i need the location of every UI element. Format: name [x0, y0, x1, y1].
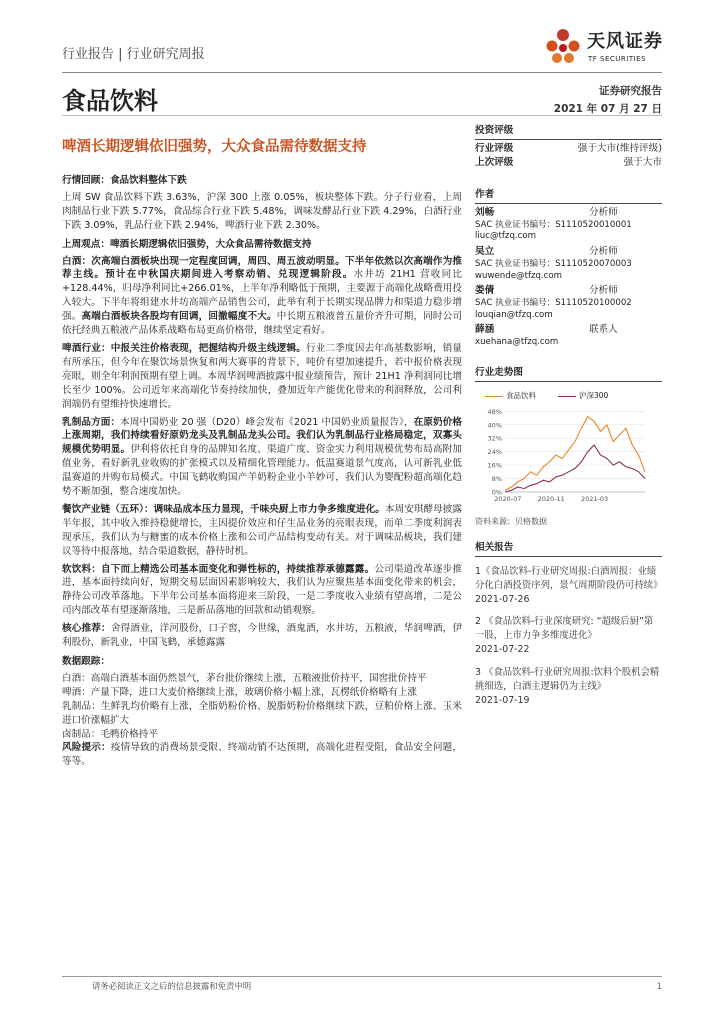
report-date: 2021 年 07 月 27 日 [553, 103, 662, 115]
data-tracking-title: 数据跟踪： [62, 656, 110, 667]
author-email[interactable]: xuehana@tfzq.com [475, 337, 559, 348]
author-card [475, 284, 662, 321]
baijiu-body: 水井坊 21H1 营收同比+128.44%，归母净利同比+266.01%，上半年净利略低于预期，主要源于高端化战略费用投入较大。下半年将组建水井坊高端产品销售公司，此举有利于长期实现品牌力和渠道力稳步增强。 [62, 269, 463, 323]
legend-label-hs300: 沪深300 [579, 391, 609, 400]
catering-lead: 餐饮产业链（五环）：调味品成本压力显现，千味央厨上市力争多维度进化。 [62, 503, 385, 515]
x-tick-label: 2020-07 [494, 495, 522, 503]
author-cert: SAC 执业证书编号：S1110520070003 [475, 258, 632, 269]
author-card [475, 245, 662, 282]
core-recommend-paragraph [62, 622, 462, 650]
logo-name-en: TF SECURITIES [588, 55, 647, 63]
tracking-braised: 卤制品：毛鸭价格持平 [62, 728, 158, 740]
baijiu-tail: 中长期五粮液普五量价齐升可期，同时公司依托经典五粮液产品体系战略布局更高价格带，继续坚定看好。 [62, 311, 463, 337]
header-divider [62, 72, 662, 73]
page-number: 1 [656, 981, 662, 991]
main-content [62, 174, 462, 773]
rating-value: 强于大市(维持评级) [577, 142, 662, 154]
report-headline: 啤酒长期逻辑依旧强势，大众食品需待数据支持 [62, 139, 367, 155]
trend-chart-svg [475, 384, 662, 512]
catering-body: 本周安琪酵母披露半年报，其中收入维持稳健增长，主因提价效应和仔生品业务的亮眼表现，而单二季度利润表现承压，我们认为与糖蜜的成本价格上涨和公司产品结构变动有关。对于调味品板块，我们建议等待中报落地，结合渠道数据，静待时机。 [62, 503, 463, 557]
risk-lead: 风险提示： [62, 742, 111, 754]
section-views-title: 上周观点：啤酒长期逻辑依旧强势，大众食品需待数据支持 [62, 238, 312, 250]
author-card [475, 206, 662, 243]
author-name: 刘畅 [475, 206, 495, 218]
y-tick-label: 48% [487, 407, 502, 416]
tracking-beer: 啤酒：产量下降，进口大麦价格继续上涨，玻璃价格小幅上涨，瓦楞纸价格略有上涨 [62, 686, 417, 698]
related-reports-heading: 相关报告 [475, 541, 662, 557]
author-role: 分析师 [589, 285, 618, 297]
dairy-paragraph [62, 416, 462, 499]
author-card [475, 323, 662, 349]
y-tick-label: 32% [487, 434, 502, 443]
rating-panel [475, 124, 662, 170]
related-report-item[interactable] [475, 666, 662, 708]
beer-body: 行业二季度因去年高基数影响，销量有所承压，但今年在聚饮场景恢复和两大赛事的背景下，吨价有望加速提升，若中报价格表现亮眼，则全年利润预期有望上调。本周华润啤酒披露中报业绩预告，预计 21H1 净利润同比增长至少 100%。公司近年来高端化节奏持续加快，叠加近年产能优化带来的利润释放，公司利润端仍有望维持快速增长。 [62, 342, 463, 410]
previous-rating-label: 上次评级 [475, 156, 514, 168]
baijiu-paragraph [62, 255, 462, 338]
x-tick-label: 2020-11 [537, 495, 565, 503]
y-tick-label: 24% [487, 448, 502, 457]
author-cert: SAC 执业证书编号：S1110520100002 [475, 298, 632, 308]
logo-name-cn: 天风证券 [587, 31, 663, 52]
dairy-tail: 伊利将依托自身的品牌知名度、渠道广度、资金实力利用规模优势布局高附加值业务，看好新乳业收购的扩张模式以及精细化管理能力。低温赛道景气度高，认可新乳业低温赛道的并购布局模式。中国飞鹤收购国产羊奶粉企业小羊妙可，我们认为婴配粉超高端化趋势不断加强，整合速度加快。 [62, 444, 463, 498]
authors-heading: 作者 [475, 188, 662, 204]
authors-panel [475, 188, 662, 351]
dairy-highlight: 在原奶价格上涨周期，我们持续看好原奶龙头及乳制品龙头公司。我们认为乳制品行业格局稳定，双寡头规模优势明显。 [62, 416, 462, 456]
core-recommend-lead: 核心推荐： [62, 623, 111, 635]
trend-chart [475, 384, 662, 512]
softdrink-lead: 软饮料：自下而上精选公司基本面变化和弹性标的，持续推荐承德露露。 [62, 563, 375, 575]
trend-chart-heading: 行业走势图 [475, 366, 662, 382]
related-report-item[interactable] [475, 565, 662, 607]
rating-heading: 投资评级 [475, 124, 662, 140]
risk-body: 疫情导致的消费场景受限、终端动销不达预期，高端化进程受阻，食品安全问题，等等。 [62, 742, 463, 768]
report-category: 行业报告 | 行业研究周报 [62, 47, 205, 62]
author-email[interactable]: louqian@tfzq.com [475, 309, 553, 320]
author-name: 薛涵 [475, 324, 495, 336]
related-report-title[interactable]: 1《食品饮料-行业研究周报:白酒周报：业绩分化白酒投资序列，景气周期阶段仍可持续》 [475, 565, 663, 592]
tracking-dairy: 乳制品：生鲜乳均价略有上涨，全脂奶粉价格、脱脂奶粉价格继续下跌，豆粕价格上涨、玉米进口价涨幅扩大 [62, 700, 462, 726]
footer-disclaimer: 请务必阅读正文之后的信息披露和免责申明 [92, 981, 252, 991]
author-email[interactable]: wuwende@tfzq.com [475, 270, 563, 281]
dairy-lead: 乳制品方面： [62, 416, 121, 428]
related-report-date: 2021-07-19 [475, 694, 530, 706]
market-review-text: 上周 SW 食品饮料下跌 3.63%，沪深 300 上涨 0.05%，板块整体下跌。分子行业看，上周肉制品行业下跌 5.77%，食品综合行业下跌 5.48%，调味发酵品行业下跌 4.29%，白酒行业下跌 3.09%，乳品行业下跌 2.94%，啤酒行业下跌 2.30%。 [62, 191, 462, 231]
y-tick-label: 16% [487, 461, 502, 470]
softdrink-paragraph [62, 563, 462, 619]
section-market-review-title: 行情回顾：食品饮料整体下跌 [62, 175, 187, 186]
related-reports-panel [475, 541, 662, 716]
related-report-date: 2021-07-26 [475, 594, 530, 606]
author-email[interactable]: liuc@tfzq.com [475, 231, 536, 242]
baijiu-highlight: 高端白酒板块各股均有回调，回撤幅度不大。 [81, 311, 277, 323]
author-cert: SAC 执业证书编号：S1110520010001 [475, 219, 632, 230]
series-line-food [505, 416, 645, 490]
author-role: 分析师 [589, 246, 618, 257]
tracking-baijiu: 白酒：高端白酒基本面仍然景气，茅台批价继续上涨，五粮液批价持平，国窖批价持平 [62, 672, 427, 684]
related-report-title[interactable]: 2 《食品饮料-行业深度研究: “超级后厨”第一股，上市力争多维度进化》 [475, 616, 654, 642]
previous-rating-value: 强于大市 [623, 156, 662, 168]
author-name: 吴立 [475, 246, 495, 257]
industry-title: 食品饮料 [62, 87, 158, 115]
y-tick-label: 0% [491, 488, 502, 497]
y-tick-label: 40% [487, 421, 502, 430]
rating-label: 行业评级 [475, 142, 514, 154]
catering-paragraph [62, 503, 462, 559]
chart-source: 资料来源：贝格数据 [475, 517, 547, 526]
series-line-hs300 [505, 445, 645, 492]
rating-row-industry [475, 142, 662, 156]
related-report-date: 2021-07-22 [475, 644, 530, 656]
company-logo [543, 26, 675, 68]
beer-lead: 啤酒行业：中报关注价格表现，把握结构升级主线逻辑。 [62, 342, 307, 354]
flame-logo-icon [543, 26, 583, 68]
beer-paragraph [62, 342, 462, 412]
risk-paragraph [62, 741, 462, 769]
report-type: 证券研究报告 [599, 85, 662, 97]
related-report-title[interactable]: 3 《食品饮料-行业研究周报:饮料个股机会精挑细选，白酒主逻辑仍为主线》 [475, 666, 660, 692]
legend-label-food: 食品饮料 [506, 391, 536, 400]
rating-row-previous [475, 156, 662, 170]
footer-divider [62, 976, 662, 977]
y-tick-label: 8% [491, 475, 502, 484]
softdrink-body: 公司渠道改革逐步推进，基本面持续向好，短期交易层面因素影响较大，我们认为应聚焦基本面变化带来的机会，静待公司改革落地。下半年公司基本面将迎来三阶段，一是二季度收入业绩有望高增，二是公司内部改革有望逐渐落地，三是新品落地的回款和动销观察。 [62, 563, 463, 617]
title-divider [62, 115, 662, 116]
author-role: 联系人 [589, 324, 618, 336]
trend-chart-heading-wrap [475, 366, 662, 384]
dairy-body: 本周中国奶业 20 强（D20）峰会发布《2021 中国奶业质量报告》， [120, 416, 414, 428]
author-role: 分析师 [589, 206, 618, 218]
baijiu-lead: 白酒：次高端白酒板块出现一定程度回调，周四、周五波动明显。下半年依然以次高端作为推荐主线。预计在中秋国庆期间进入考察动销、兑现逻辑阶段。 [62, 255, 462, 281]
related-report-item[interactable] [475, 615, 662, 657]
x-tick-label: 2021-03 [581, 495, 609, 503]
author-name: 娄倩 [475, 285, 495, 297]
core-recommend-list: 舍得酒业，洋河股份，口子窖，今世缘，酒鬼酒，水井坊，五粮液，华润啤酒，伊利股份，新乳业，中国飞鹤，承德露露 [62, 623, 463, 649]
